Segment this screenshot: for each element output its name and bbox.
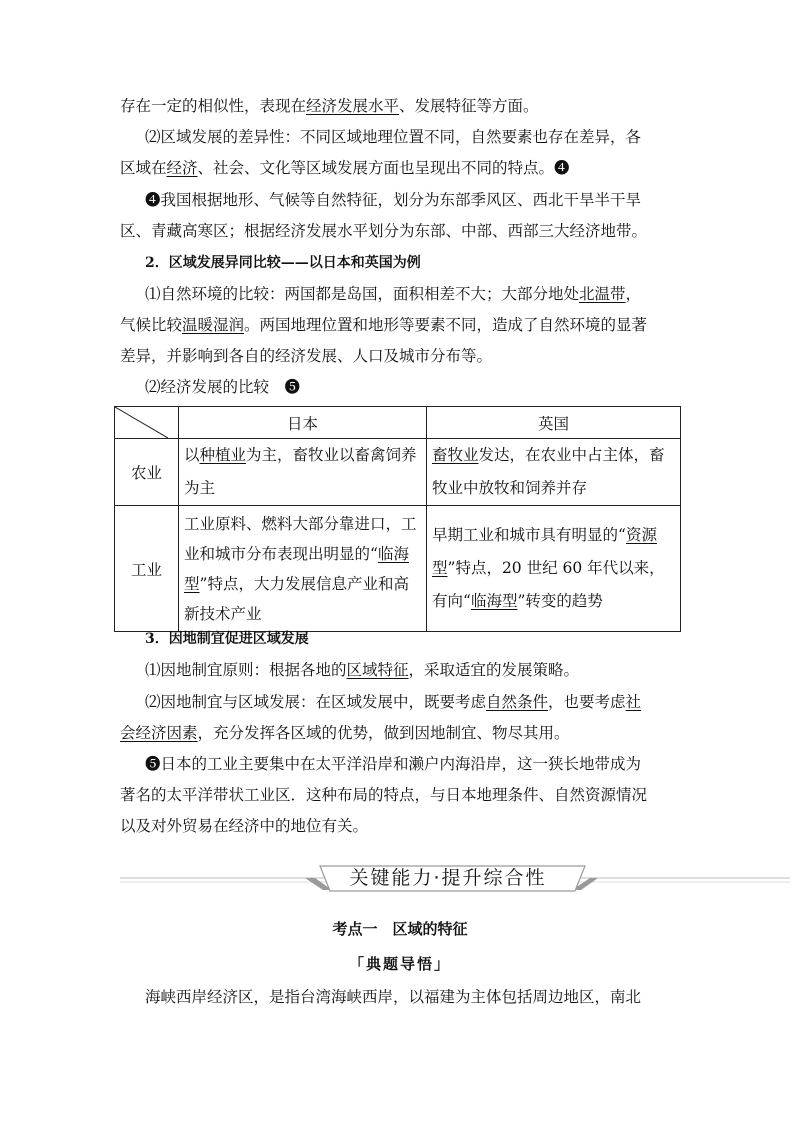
cell-uk-agriculture — [427, 439, 681, 506]
text: 区域在 — [120, 159, 167, 177]
note-5-line1: ❺日本的工业主要集中在太平洋沿岸和濑户内海沿岸，这一狭长地带成为 — [145, 755, 642, 773]
text: ”特点，大力发展信息产业和高 — [199, 574, 409, 593]
text: ”转变的趋势 — [517, 592, 603, 610]
underlined-term: 经济发展水平 — [306, 97, 400, 115]
text: 为主，畜牧业以畜禽饲养 — [246, 446, 417, 464]
table-row-industry — [115, 506, 681, 632]
underlined-term: 区域特征 — [346, 661, 409, 679]
para-development-line1 — [145, 691, 680, 713]
para-principle — [145, 659, 680, 681]
cell-japan-industry — [179, 506, 427, 632]
text: 、发展特征等方面。 — [399, 97, 539, 115]
cell-japan-agriculture — [179, 439, 427, 506]
text: 发达，在农业中占主体，畜 — [478, 446, 665, 464]
text: ，也要考虑 — [548, 693, 626, 711]
guide-label: 「典题导悟」 — [348, 955, 451, 973]
underlined-term: 北温带 — [579, 285, 626, 303]
underlined-term: 自然条件 — [486, 693, 549, 711]
underlined-term: 临海 — [377, 544, 409, 563]
note-5-line3: 以及对外贸易在经济中的地位有关。 — [120, 817, 369, 835]
text: 工业原料、燃料大部分靠进口，工 — [184, 514, 417, 533]
underlined-term: 社 — [625, 693, 642, 711]
text: 、社会、文化等区域发展方面也呈现出不同的特点。❹ — [197, 159, 570, 177]
para-development-line2 — [120, 722, 680, 744]
topic-heading: 考点一 区域的特征 — [332, 920, 468, 938]
text: 有向“ — [432, 592, 471, 610]
comparison-table — [114, 406, 681, 632]
underlined-term: 临海型 — [470, 592, 518, 610]
text: 早期工业和城市具有明显的“ — [432, 526, 626, 544]
text: 。两国地理位置和地形等要素不同，造成了自然环境的显著 — [244, 316, 648, 334]
underlined-term: 温暖湿润 — [182, 316, 245, 334]
row-label-agriculture: 农业 — [115, 439, 179, 506]
note-4-line2: 区、青藏高寒区；根据经济发展水平划分为东部、中部、西部三大经济地带。 — [120, 222, 648, 240]
row-label-industry: 工业 — [115, 506, 179, 632]
para-similarity — [120, 95, 680, 117]
underlined-term: 种植业 — [199, 446, 247, 464]
underlined-term: 资源 — [625, 526, 657, 544]
text: 牧业中放牧和饲养并存 — [432, 479, 588, 497]
section-2-heading: 2．区域发展异同比较——以日本和英国为例 — [145, 255, 421, 271]
section-banner-title: 关键能力·提升综合性 — [349, 867, 547, 889]
underlined-term: 型 — [432, 559, 448, 577]
text: ， — [625, 285, 642, 303]
text: ”特点，20 世纪 60 年代以来， — [447, 559, 665, 577]
diagonal-line-icon — [115, 407, 168, 438]
cell-uk-industry — [427, 506, 681, 632]
text: 存在一定的相似性，表现在 — [120, 97, 307, 115]
para-nature-line1 — [145, 283, 680, 305]
text: 为主 — [184, 479, 216, 497]
text: 新技术产业 — [184, 604, 262, 623]
column-header-uk: 英国 — [427, 407, 681, 439]
para-difference-line2 — [120, 157, 680, 179]
text: ⑵因地制宜与区域发展：在区域发展中，既要考虑 — [145, 693, 487, 711]
text: ⑴因地制宜原则：根据各地的 — [145, 661, 347, 679]
para-nature-line2 — [120, 314, 680, 336]
text: ，采取适宜的发展策略。 — [408, 661, 580, 679]
section-3-heading: 3．因地制宜促进区域发展 — [145, 631, 309, 647]
note-4-line1: ❹我国根据地形、气候等自然特征，划分为东部季风区、西北干旱半干旱 — [145, 191, 642, 209]
column-header-japan: 日本 — [179, 407, 427, 439]
underlined-term: 经济 — [166, 159, 198, 177]
economy-heading: ⑵经济发展的比较 ❺ — [145, 378, 301, 396]
table-header-row — [115, 407, 681, 439]
underlined-term: 型 — [184, 574, 200, 593]
para-nature-line3: 差异，并影响到各自的经济发展、人口及城市分布等。 — [120, 347, 493, 365]
text: 以 — [184, 446, 200, 464]
table-row-agriculture — [115, 439, 681, 506]
para-haixi: 海峡西岸经济区，是指台湾海峡西岸，以福建为主体包括周边地区，南北 — [145, 988, 642, 1006]
underlined-term: 会经济因素 — [120, 724, 198, 742]
text: ，充分发挥各区域的优势，做到因地制宜、物尽其用。 — [197, 724, 570, 742]
para-difference-line1: ⑵区域发展的差异性：不同区域地理位置不同，自然要素也存在差异，各 — [145, 128, 642, 146]
underlined-term: 畜牧业 — [432, 446, 479, 464]
text: 业和城市分布表现出明显的“ — [184, 544, 378, 563]
diagonal-header-cell — [115, 407, 179, 439]
note-5-line2: 著名的太平洋带状工业区．这种布局的特点，与日本地理条件、自然资源情况 — [120, 786, 648, 804]
text: 气候比较 — [120, 316, 183, 334]
text: ⑴自然环境的比较：两国都是岛国，面积相差不大；大部分地处 — [145, 285, 580, 303]
